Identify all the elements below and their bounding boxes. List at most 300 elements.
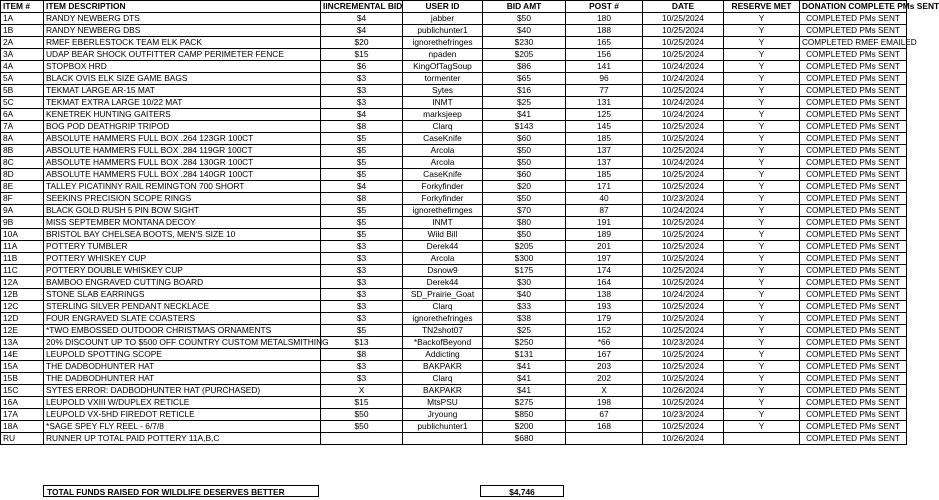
cell-donation: COMPLETED PMs SENT — [800, 97, 907, 109]
cell-post: 185 — [566, 133, 643, 145]
cell-bid: $80 — [483, 217, 566, 229]
cell-increment: $50 — [321, 421, 403, 433]
cell-donation: COMPLETED PMs SENT — [800, 61, 907, 73]
cell-increment: $3 — [321, 313, 403, 325]
cell-post: 152 — [566, 325, 643, 337]
table-row — [1, 145, 907, 157]
cell-item: 18A — [1, 421, 44, 433]
cell-bid: $230 — [483, 37, 566, 49]
cell-post: 131 — [566, 97, 643, 109]
cell-date: 10/25/2024 — [643, 181, 724, 193]
total-label: TOTAL FUNDS RAISED FOR WILDLIFE DESERVES BETTER — [43, 485, 319, 497]
cell-description: POTTERY WHISKEY CUP — [44, 253, 321, 265]
cell-bid: $275 — [483, 397, 566, 409]
cell-increment: $13 — [321, 337, 403, 349]
cell-reserve: Y — [724, 385, 800, 397]
cell-date: 10/25/2024 — [643, 13, 724, 25]
table-row — [1, 37, 907, 49]
cell-donation: COMPLETED PMs SENT — [800, 433, 907, 445]
cell-post: 180 — [566, 13, 643, 25]
header-post: POST # — [566, 1, 643, 13]
cell-post: 138 — [566, 289, 643, 301]
cell-post: 197 — [566, 253, 643, 265]
cell-date: 10/24/2024 — [643, 109, 724, 121]
table-row — [1, 157, 907, 169]
table-row — [1, 97, 907, 109]
cell-bid: $50 — [483, 229, 566, 241]
cell-donation: COMPLETED PMs SENT — [800, 49, 907, 61]
table-row — [1, 421, 907, 433]
cell-bid: $680 — [483, 433, 566, 445]
cell-item: 10A — [1, 229, 44, 241]
cell-bid: $143 — [483, 121, 566, 133]
cell-description: STONE SLAB EARRINGS — [44, 289, 321, 301]
cell-item: 3A — [1, 49, 44, 61]
cell-user: KingOfTagSoup — [403, 61, 483, 73]
cell-user: Forkyfinder — [403, 181, 483, 193]
cell-user: Derek44 — [403, 277, 483, 289]
cell-donation: COMPLETED PMs SENT — [800, 229, 907, 241]
cell-item: 4A — [1, 61, 44, 73]
cell-bid: $25 — [483, 97, 566, 109]
cell-reserve — [724, 433, 800, 445]
cell-reserve: Y — [724, 253, 800, 265]
table-row — [1, 241, 907, 253]
cell-bid: $25 — [483, 325, 566, 337]
cell-item: 12A — [1, 277, 44, 289]
table-row — [1, 397, 907, 409]
table-row — [1, 337, 907, 349]
cell-post: 202 — [566, 373, 643, 385]
cell-item: 12C — [1, 301, 44, 313]
cell-post: 77 — [566, 85, 643, 97]
header-donation: DONATION COMPLETE PMs SENT — [800, 1, 907, 13]
cell-increment: $3 — [321, 265, 403, 277]
table-row — [1, 169, 907, 181]
cell-reserve: Y — [724, 85, 800, 97]
cell-date: 10/25/2024 — [643, 253, 724, 265]
cell-item: 11A — [1, 241, 44, 253]
cell-date: 10/25/2024 — [643, 229, 724, 241]
cell-increment: $3 — [321, 373, 403, 385]
table-row — [1, 361, 907, 373]
cell-user: BAKPAKR — [403, 361, 483, 373]
cell-post: 137 — [566, 157, 643, 169]
cell-increment: $3 — [321, 361, 403, 373]
cell-user: Wild Bill — [403, 229, 483, 241]
cell-item: 1A — [1, 13, 44, 25]
cell-increment: $4 — [321, 13, 403, 25]
cell-donation: COMPLETED PMs SENT — [800, 193, 907, 205]
cell-bid: $41 — [483, 385, 566, 397]
cell-item: 1B — [1, 25, 44, 37]
table-row — [1, 73, 907, 85]
cell-date: 10/24/2024 — [643, 289, 724, 301]
cell-date: 10/25/2024 — [643, 85, 724, 97]
cell-user: INMT — [403, 217, 483, 229]
cell-post: 87 — [566, 205, 643, 217]
cell-date: 10/25/2024 — [643, 373, 724, 385]
cell-donation: COMPLETED PMs SENT — [800, 157, 907, 169]
cell-post: 96 — [566, 73, 643, 85]
cell-item: 12E — [1, 325, 44, 337]
cell-date: 10/23/2024 — [643, 409, 724, 421]
cell-item: 15A — [1, 361, 44, 373]
cell-donation: COMPLETED PMs SENT — [800, 145, 907, 157]
cell-post: 164 — [566, 277, 643, 289]
cell-date: 10/24/2024 — [643, 97, 724, 109]
cell-user: Forkyfinder — [403, 193, 483, 205]
cell-reserve: Y — [724, 361, 800, 373]
cell-date: 10/24/2024 — [643, 73, 724, 85]
cell-donation: COMPLETED PMs SENT — [800, 217, 907, 229]
cell-donation: COMPLETED PMs SENT — [800, 241, 907, 253]
cell-donation: COMPLETED PMs SENT — [800, 169, 907, 181]
cell-description: ABSOLUTE HAMMERS FULL BOX .284 130GR 100CT — [44, 157, 321, 169]
cell-bid: $38 — [483, 313, 566, 325]
cell-post: 198 — [566, 397, 643, 409]
cell-user: tormenter — [403, 73, 483, 85]
cell-increment: $3 — [321, 289, 403, 301]
cell-increment: $5 — [321, 157, 403, 169]
cell-description: BRISTOL BAY CHELSEA BOOTS, MEN'S SIZE 10 — [44, 229, 321, 241]
cell-increment: X — [321, 385, 403, 397]
cell-post: 189 — [566, 229, 643, 241]
cell-donation: COMPLETED PMs SENT — [800, 385, 907, 397]
cell-description: SYTES ERROR: DADBODHUNTER HAT (PURCHASED) — [44, 385, 321, 397]
cell-reserve: Y — [724, 421, 800, 433]
table-row — [1, 301, 907, 313]
cell-user: marksjeep — [403, 109, 483, 121]
cell-reserve: Y — [724, 169, 800, 181]
table-row — [1, 49, 907, 61]
cell-description: FOUR ENGRAVED SLATE COASTERS — [44, 313, 321, 325]
cell-date: 10/25/2024 — [643, 361, 724, 373]
cell-description: RMEF EBERLESTOCK TEAM ELK PACK — [44, 37, 321, 49]
cell-bid: $86 — [483, 61, 566, 73]
cell-increment: $3 — [321, 73, 403, 85]
cell-bid: $850 — [483, 409, 566, 421]
header-reserve: RESERVE MET — [724, 1, 800, 13]
cell-reserve: Y — [724, 289, 800, 301]
cell-reserve: Y — [724, 145, 800, 157]
cell-date: 10/25/2024 — [643, 133, 724, 145]
table-row — [1, 25, 907, 37]
cell-donation: COMPLETED PMs SENT — [800, 85, 907, 97]
cell-date: 10/24/2024 — [643, 205, 724, 217]
cell-item: 13A — [1, 337, 44, 349]
cell-bid: $50 — [483, 157, 566, 169]
cell-bid: $41 — [483, 373, 566, 385]
table-row — [1, 181, 907, 193]
table-row — [1, 373, 907, 385]
table-row — [1, 313, 907, 325]
cell-item: 9A — [1, 205, 44, 217]
cell-increment: $5 — [321, 145, 403, 157]
cell-increment: $15 — [321, 397, 403, 409]
cell-bid: $40 — [483, 25, 566, 37]
cell-description: STOPBOX HRD — [44, 61, 321, 73]
cell-reserve: Y — [724, 409, 800, 421]
cell-increment: $5 — [321, 205, 403, 217]
cell-donation: COMPLETED PMs SENT — [800, 109, 907, 121]
cell-date: 10/25/2024 — [643, 121, 724, 133]
cell-date: 10/25/2024 — [643, 25, 724, 37]
cell-bid: $205 — [483, 49, 566, 61]
table-row — [1, 325, 907, 337]
cell-description: KENETREK HUNTING GAITERS — [44, 109, 321, 121]
cell-bid: $50 — [483, 193, 566, 205]
cell-date: 10/25/2024 — [643, 265, 724, 277]
cell-reserve: Y — [724, 241, 800, 253]
cell-item: 17A — [1, 409, 44, 421]
cell-user: Clarq — [403, 121, 483, 133]
cell-donation: COMPLETED PMs SENT — [800, 277, 907, 289]
cell-reserve: Y — [724, 301, 800, 313]
cell-post: 156 — [566, 49, 643, 61]
cell-post: 141 — [566, 61, 643, 73]
cell-donation: COMPLETED PMs SENT — [800, 349, 907, 361]
cell-increment: $5 — [321, 229, 403, 241]
cell-bid: $50 — [483, 145, 566, 157]
table-row — [1, 109, 907, 121]
cell-date: 10/25/2024 — [643, 277, 724, 289]
cell-reserve: Y — [724, 181, 800, 193]
cell-description: *TWO EMBOSSED OUTDOOR CHRISTMAS ORNAMENTS — [44, 325, 321, 337]
cell-description: LEUPOLD VXIII W/DUPLEX RETICLE — [44, 397, 321, 409]
cell-donation: COMPLETED PMs SENT — [800, 313, 907, 325]
cell-post: *66 — [566, 337, 643, 349]
cell-description: TEKMAT LARGE AR-15 MAT — [44, 85, 321, 97]
cell-increment: $50 — [321, 409, 403, 421]
table-row — [1, 229, 907, 241]
cell-date: 10/25/2024 — [643, 37, 724, 49]
cell-description: ABSOLUTE HAMMERS FULL BOX .284 140GR 100CT — [44, 169, 321, 181]
cell-user: CaseKnife — [403, 169, 483, 181]
cell-reserve: Y — [724, 73, 800, 85]
cell-post: 125 — [566, 109, 643, 121]
cell-description: THE DADBODHUNTER HAT — [44, 361, 321, 373]
cell-user: Derek44 — [403, 241, 483, 253]
cell-post — [566, 433, 643, 445]
cell-item: 2A — [1, 37, 44, 49]
cell-user: MtsPSU — [403, 397, 483, 409]
cell-increment: $4 — [321, 25, 403, 37]
cell-item: 5C — [1, 97, 44, 109]
cell-date: 10/25/2024 — [643, 169, 724, 181]
cell-description: RANDY NEWBERG DTS — [44, 13, 321, 25]
cell-reserve: Y — [724, 325, 800, 337]
cell-bid: $41 — [483, 361, 566, 373]
cell-user: ignorethefringes — [403, 313, 483, 325]
table-row — [1, 13, 907, 25]
cell-increment: $8 — [321, 193, 403, 205]
cell-increment: $5 — [321, 217, 403, 229]
table-row — [1, 133, 907, 145]
cell-description: LEUPOLD VX-5HD FIREDOT RETICLE — [44, 409, 321, 421]
table-row — [1, 349, 907, 361]
cell-post: 145 — [566, 121, 643, 133]
cell-donation: COMPLETED PMs SENT — [800, 25, 907, 37]
cell-reserve: Y — [724, 313, 800, 325]
cell-user: *BackofBeyond — [403, 337, 483, 349]
cell-post: 185 — [566, 169, 643, 181]
cell-donation: COMPLETED PMs SENT — [800, 289, 907, 301]
cell-post: 165 — [566, 37, 643, 49]
cell-increment: $5 — [321, 325, 403, 337]
cell-donation: COMPLETED RMEF EMAILED — [800, 37, 907, 49]
cell-user: publichunter1 — [403, 421, 483, 433]
table-row — [1, 289, 907, 301]
cell-post: 67 — [566, 409, 643, 421]
cell-item: 8C — [1, 157, 44, 169]
cell-increment: $4 — [321, 181, 403, 193]
table-row — [1, 385, 907, 397]
cell-user: Addicting — [403, 349, 483, 361]
cell-bid: $131 — [483, 349, 566, 361]
cell-user: npaden — [403, 49, 483, 61]
total-row — [0, 485, 906, 498]
header-item: ITEM # — [1, 1, 44, 13]
cell-description: UDAP BEAR SHOCK OUTFITTER CAMP PERIMETER FENCE — [44, 49, 321, 61]
cell-donation: COMPLETED PMs SENT — [800, 409, 907, 421]
cell-item: 9B — [1, 217, 44, 229]
cell-item: 12D — [1, 313, 44, 325]
table-row — [1, 433, 907, 445]
cell-item: 15C — [1, 385, 44, 397]
cell-post: 40 — [566, 193, 643, 205]
table-row — [1, 193, 907, 205]
cell-donation: COMPLETED PMs SENT — [800, 397, 907, 409]
cell-increment: $6 — [321, 61, 403, 73]
cell-date: 10/25/2024 — [643, 145, 724, 157]
cell-bid: $205 — [483, 241, 566, 253]
cell-user: Clarq — [403, 301, 483, 313]
cell-reserve: Y — [724, 217, 800, 229]
cell-user: ignorethefringes — [403, 37, 483, 49]
cell-increment: $3 — [321, 241, 403, 253]
cell-item: 15B — [1, 373, 44, 385]
cell-donation: COMPLETED PMs SENT — [800, 253, 907, 265]
cell-description: TALLEY PICATINNY RAIL REMINGTON 700 SHORT — [44, 181, 321, 193]
cell-item: 14E — [1, 349, 44, 361]
cell-description: STERLING SILVER PENDANT NECKLACE — [44, 301, 321, 313]
cell-bid: $70 — [483, 205, 566, 217]
cell-item: 8D — [1, 169, 44, 181]
cell-description: RANDY NEWBERG DBS — [44, 25, 321, 37]
cell-description: *SAGE SPEY FLY REEL - 6/7/8 — [44, 421, 321, 433]
cell-date: 10/25/2024 — [643, 313, 724, 325]
cell-item: 8F — [1, 193, 44, 205]
cell-description: BOG POD DEATHGRIP TRIPOD — [44, 121, 321, 133]
cell-post: 179 — [566, 313, 643, 325]
cell-date: 10/25/2024 — [643, 301, 724, 313]
table-row — [1, 217, 907, 229]
cell-donation: COMPLETED PMs SENT — [800, 325, 907, 337]
cell-bid: $60 — [483, 169, 566, 181]
table-body — [1, 13, 917, 445]
table-row — [1, 253, 907, 265]
cell-description: MISS SEPTEMBER MONTANA DECOY — [44, 217, 321, 229]
cell-post: 201 — [566, 241, 643, 253]
cell-user: Sytes — [403, 85, 483, 97]
cell-description: POTTERY DOUBLE WHISKEY CUP — [44, 265, 321, 277]
table-row — [1, 121, 907, 133]
cell-increment: $3 — [321, 85, 403, 97]
cell-user — [403, 433, 483, 445]
cell-date: 10/25/2024 — [643, 421, 724, 433]
cell-increment: $5 — [321, 133, 403, 145]
cell-bid: $50 — [483, 13, 566, 25]
cell-user: TN2shot07 — [403, 325, 483, 337]
cell-donation: COMPLETED PMs SENT — [800, 133, 907, 145]
header-user: USER ID — [403, 1, 483, 13]
cell-reserve: Y — [724, 25, 800, 37]
cell-donation: COMPLETED PMs SENT — [800, 421, 907, 433]
cell-item: 8B — [1, 145, 44, 157]
cell-post: 171 — [566, 181, 643, 193]
cell-user: ignorethefirnges — [403, 205, 483, 217]
cell-user: publichunter1 — [403, 25, 483, 37]
cell-bid: $250 — [483, 337, 566, 349]
cell-post: X — [566, 385, 643, 397]
cell-description: BLACK OVIS ELK SIZE GAME BAGS — [44, 73, 321, 85]
cell-reserve: Y — [724, 37, 800, 49]
cell-reserve: Y — [724, 277, 800, 289]
cell-bid: $40 — [483, 289, 566, 301]
cell-donation: COMPLETED PMs SENT — [800, 121, 907, 133]
cell-increment: $3 — [321, 97, 403, 109]
cell-description: BAMBOO ENGRAVED CUTTING BOARD — [44, 277, 321, 289]
table-row — [1, 85, 907, 97]
cell-bid: $65 — [483, 73, 566, 85]
cell-item: RU — [1, 433, 44, 445]
cell-date: 10/26/2024 — [643, 433, 724, 445]
cell-reserve: Y — [724, 109, 800, 121]
cell-user: Arcola — [403, 157, 483, 169]
cell-date: 10/25/2024 — [643, 325, 724, 337]
header-bid: BID AMT — [483, 1, 566, 13]
cell-reserve: Y — [724, 121, 800, 133]
cell-donation: COMPLETED PMs SENT — [800, 73, 907, 85]
cell-item: 8A — [1, 133, 44, 145]
header-increment: IINCREMENTAL BID — [321, 1, 403, 13]
cell-description: TEKMAT EXTRA LARGE 10/22 MAT — [44, 97, 321, 109]
cell-item: 6A — [1, 109, 44, 121]
cell-date: 10/25/2024 — [643, 397, 724, 409]
cell-description: POTTERY TUMBLER — [44, 241, 321, 253]
cell-post: 191 — [566, 217, 643, 229]
cell-donation: COMPLETED PMs SENT — [800, 301, 907, 313]
cell-date: 10/25/2024 — [643, 349, 724, 361]
cell-reserve: Y — [724, 265, 800, 277]
cell-bid: $200 — [483, 421, 566, 433]
table-row — [1, 205, 907, 217]
cell-donation: COMPLETED PMs SENT — [800, 373, 907, 385]
cell-reserve: Y — [724, 229, 800, 241]
cell-bid: $175 — [483, 265, 566, 277]
table-row — [1, 277, 907, 289]
header-row — [1, 1, 907, 13]
cell-bid: $33 — [483, 301, 566, 313]
cell-post: 167 — [566, 349, 643, 361]
cell-description: THE DADBODHUNTER HAT — [44, 373, 321, 385]
cell-date: 10/23/2024 — [643, 337, 724, 349]
cell-donation: COMPLETED PMs SENT — [800, 13, 907, 25]
cell-user: Clarq — [403, 373, 483, 385]
total-value: $4,746 — [480, 485, 564, 497]
header-date: DATE — [643, 1, 724, 13]
